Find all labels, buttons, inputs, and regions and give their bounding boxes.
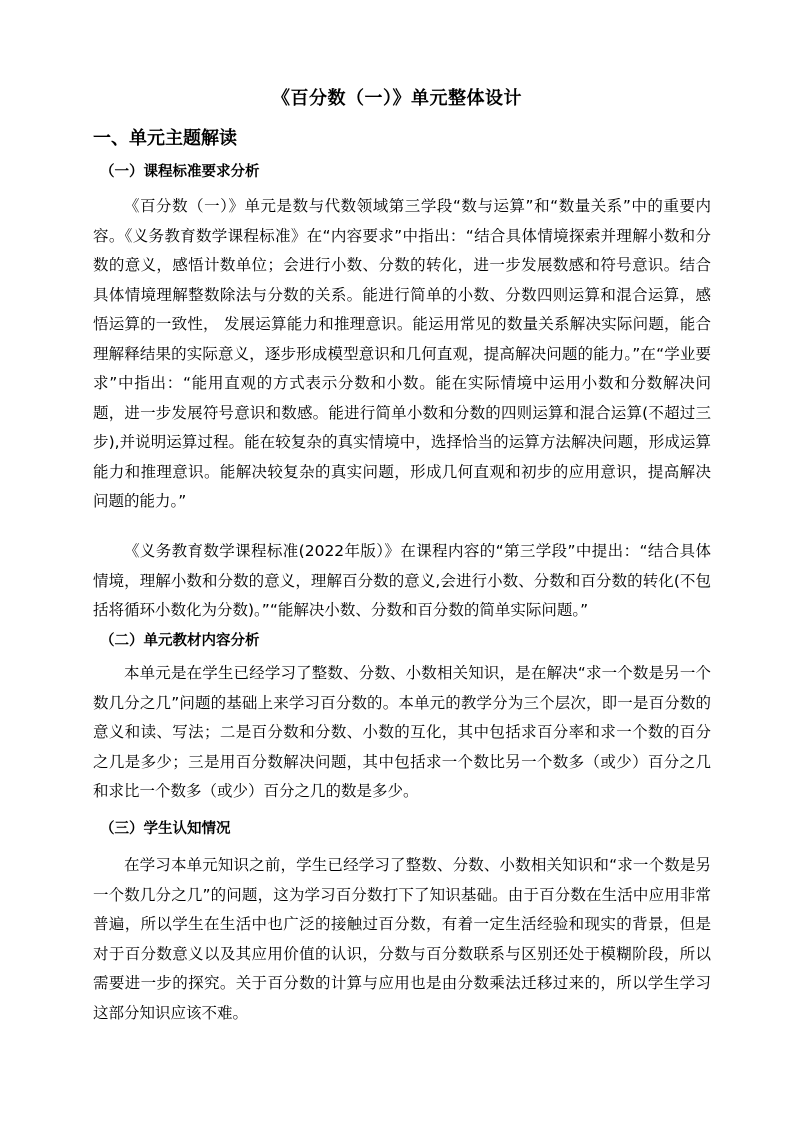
paragraph-curriculum-standards-2: 《义务教育数学课程标准(2022年版）》在课程内容的“第三学段”中提出：“结合具体情境，理解小数和分数的意义，理解百分数的意义,会进行小数、分数和百分数的转化(不包括将循环小数化为分数)。”“能解决小数、分数和百分数的简单实际问题。” [93,542,711,619]
document-title: 《百分数（一）》单元整体设计 [272,88,522,109]
subsection-heading-student-cognition: （三）学生认知情况 [100,821,231,837]
section-heading-unit-theme: 一、单元主题解读 [93,128,237,149]
subsection-heading-textbook-content: （二）单元教材内容分析 [100,633,260,649]
paragraph-textbook-content: 本单元是在学生已经学习了整数、分数、小数相关知识，是在解决“求一个数是另一个数几分之几”问题的基础上来学习百分数的。本单元的教学分为三个层次，即一是百分数的意义和读、写法；二是百分数和分数、小数的互化，其中包括求百分率和求一个数的百分之几是多少；三是用百分数解决问题，其中包括求一个数比另一个数多（或少）百分之几和求比一个数多（或少）百分之几的数是多少。 [93,664,711,800]
subsection-heading-curriculum-standards: （一）课程标准要求分析 [100,164,260,180]
paragraph-curriculum-standards-1: 《百分数（一）》单元是数与代数领域第三学段“数与运算”和“数量关系”中的重要内容。《义务教育数学课程标准》在“内容要求”中指出：“结合具体情境探索并理解小数和分数的意义，感悟计数单位；会进行小数、分数的转化，进一步发展数感和符号意识。结合具体情境理解整数除法与分数的关系。能进行简单的小数、分数四则运算和混合运算，感悟运算的一致性， 发展运算能力和推理意识。能运用常见的数量关系解决实际问题，能合理解释结果的实际意义，逐步形成模型意识和几何直观，提高解决问题的能力。”在“学业要求”中指出：“能用直观的方式表示分数和小数。能在实际情境中运用小数和分数解决问题，进一步发展符号意识和数感。能进行简单小数和分数的四则运算和混合运算(不超过三步),并说明运算过程。能在较复杂的真实情境中，选择恰当的运算方法解决问题，形成运算能力和推理意识。能解决较复杂的真实问题，形成几何直观和初步的应用意识，提高解决问题的能力。” [93,197,711,510]
paragraph-student-cognition: 在学习本单元知识之前，学生已经学习了整数、分数、小数相关知识和“求一个数是另一个数几分之几”的问题，这为学习百分数打下了知识基础。由于百分数在生活中应用非常普遍，所以学生在生活中也广泛的接触过百分数，有着一定生活经验和现实的背景，但是对于百分数意义以及其应用价值的认识，分数与百分数联系与区别还处于模糊阶段，所以需要进一步的探究。关于百分数的计算与应用也是由分数乘法迁移过来的，所以学生学习这部分知识应该不难。 [93,856,711,1022]
